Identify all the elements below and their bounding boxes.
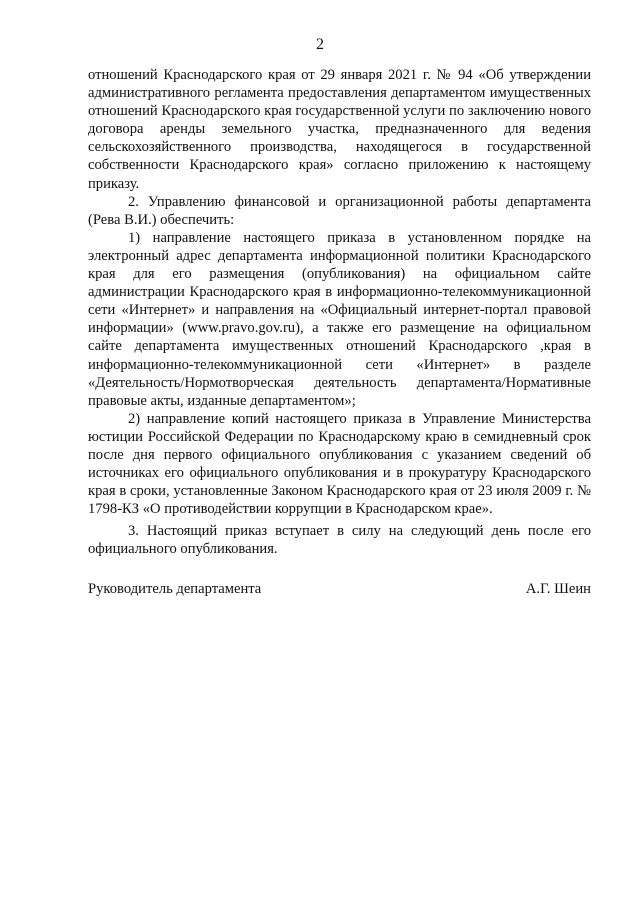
signature-role: Руководитель департамента <box>88 581 262 597</box>
page-number: 2 <box>316 36 324 53</box>
paragraph-item-2: 2. Управлению финансовой и организационной работы департамента (Рева В.И.) обеспечить: <box>88 193 591 228</box>
paragraph-item-3: 3. Настоящий приказ вступает в силу на следующий день после его официального опубликования. <box>88 523 591 558</box>
paragraph-continuation: отношений Краснодарского края от 29 января 2021 г. № 94 «Об утверждении административного регламента предоставления департаментом имущественных отношений Краснодарского края государственной услуги по заключению нового договора аренды земельного участка, предназначенного для ведения сельскохозяйственного производства, находящегося в государственной собственности Краснодарского края» согласно приложению к настоящему приказу. <box>88 67 591 192</box>
document-body <box>88 66 591 559</box>
paragraph-subitem-2: 2) направление копий настоящего приказа в Управление Министерства юстиции Российской Федерации по Краснодарскому краю в семидневный срок после дня первого официального опубликования с указанием сведений об источниках его официального опубликования и в прокуратуру Краснодарского края в сроки, установленные Законом Краснодарского края от 23 июля 2009 г. № 1798-КЗ «О противодействии коррупции в Краснодарском крае». <box>88 410 591 518</box>
signature-name: А.Г. Шеин <box>525 581 591 597</box>
paragraph-subitem-1: 1) направление настоящего приказа в установленном порядке на электронный адрес департамента информационной политики Краснодарского края для его размещения (опубликования) на официальном сайте администрации Краснодарского края в информационно-телекоммуникационной сети «Интернет» и направления на «Официальный интернет-портал правовой информации» (www.pravo.gov.ru), а также его размещение на официальном сайте департамента имущественных отношений Краснодарского ,края в информационно-телекоммуникационной сети «Интернет» в разделе «Деятельность/Нормотворческая деятельность департамента/Нормативные правовые акты, изданные департаментом»; <box>88 229 591 409</box>
